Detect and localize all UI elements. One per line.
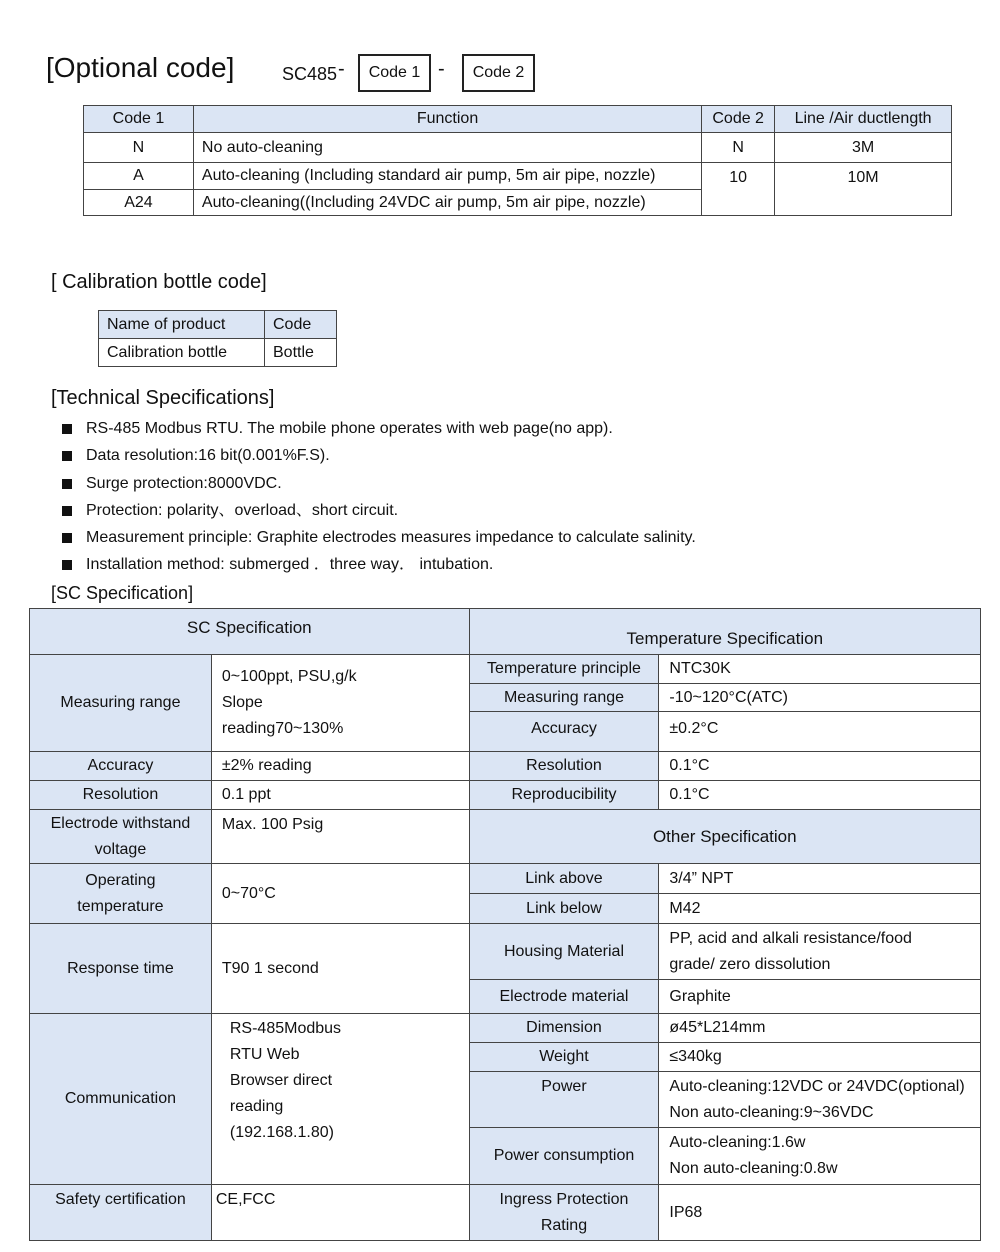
header-product: Name of product: [99, 311, 265, 339]
dimension-label: Dimension: [469, 1014, 659, 1043]
safety-label: Safety certification: [30, 1185, 212, 1241]
list-item-text: Measurement principle: Graphite electrodes measures impedance to calculate salinity.: [86, 529, 696, 547]
table-row: [30, 1014, 981, 1043]
power-value: Auto-cleaning:12VDC or 24VDC(optional) Non auto-cleaning:9~36VDC: [659, 1072, 981, 1128]
list-item: [50, 442, 950, 469]
table-row: [84, 163, 952, 190]
header-function: Function: [193, 106, 701, 133]
temp-resolution-value: 0.1°C: [659, 752, 981, 781]
bullet-square-icon: [62, 424, 72, 434]
ip-label: Ingress Protection Rating: [469, 1185, 659, 1241]
link-below-label: Link below: [469, 894, 659, 924]
optional-code-heading: [Optional code]: [46, 52, 235, 83]
temperature-title: Temperature Specification: [469, 609, 980, 655]
response-value: T90 1 second: [211, 924, 469, 1014]
temp-accuracy-label: Accuracy: [469, 712, 659, 752]
sc-resolution-value: 0.1 ppt: [211, 781, 469, 810]
cell-function: No auto-cleaning: [193, 133, 701, 163]
power-label: Power: [469, 1072, 659, 1128]
temp-principle-label: Temperature principle: [469, 655, 659, 684]
consumption-value: Auto-cleaning:1.6w Non auto-cleaning:0.8w: [659, 1128, 981, 1185]
sc-accuracy-value: ±2% reading: [211, 752, 469, 781]
table-row: [30, 810, 981, 864]
table-header-row: [84, 106, 952, 133]
consumption-label: Power consumption: [469, 1128, 659, 1185]
header-code1: Code 1: [84, 106, 194, 133]
table-row: [84, 133, 952, 163]
list-item-text: Installation method: submerged ．three way． intubation.: [86, 556, 494, 574]
temp-range-value: -10~120°C(ATC): [659, 684, 981, 712]
withstand-label: Electrode withstand voltage: [30, 810, 212, 864]
cell-length: 10M: [775, 163, 952, 216]
temp-principle-value: NTC30K: [659, 655, 981, 684]
technical-list: [50, 415, 950, 579]
temp-range-label: Measuring range: [469, 684, 659, 712]
list-item: [50, 497, 950, 524]
communication-label: Communication: [30, 1014, 212, 1185]
list-item: [50, 415, 950, 442]
cell-function: Auto-cleaning((Including 24VDC air pump, 5m air pipe, nozzle): [193, 190, 701, 216]
header-code2: Code 2: [702, 106, 775, 133]
sc-resolution-label: Resolution: [30, 781, 212, 810]
list-item: [50, 524, 950, 551]
electrode-label: Electrode material: [469, 980, 659, 1014]
link-above-value: 3/4” NPT: [659, 864, 981, 894]
temp-accuracy-value: ±0.2°C: [659, 712, 981, 752]
table-row: [99, 339, 337, 367]
cell-code2: N: [702, 133, 775, 163]
list-item-text: Data resolution:16 bit(0.001%F.S).: [86, 447, 330, 465]
list-item: [50, 470, 950, 497]
table-row: [30, 781, 981, 810]
communication-value: RS-485Modbus RTU Web Browser direct reading (192.168.1.80): [211, 1014, 469, 1185]
cell-product: Calibration bottle: [99, 339, 265, 367]
link-below-value: M42: [659, 894, 981, 924]
ip-value: IP68: [659, 1185, 981, 1241]
bullet-square-icon: [62, 533, 72, 543]
table-header-row: [99, 311, 337, 339]
op-temp-label: Operating temperature: [30, 864, 212, 924]
housing-label: Housing Material: [469, 924, 659, 980]
table-row: [30, 864, 981, 894]
reproducibility-label: Reproducibility: [469, 781, 659, 810]
housing-value: PP, acid and alkali resistance/food grade/ zero dissolution: [659, 924, 981, 980]
weight-label: Weight: [469, 1043, 659, 1072]
bullet-square-icon: [62, 479, 72, 489]
withstand-value: Max. 100 Psig: [211, 810, 469, 864]
dash-1: -: [338, 58, 345, 80]
reproducibility-value: 0.1°C: [659, 781, 981, 810]
bullet-square-icon: [62, 451, 72, 461]
code1-box: Code 1: [358, 54, 431, 92]
header-code: Code: [265, 311, 337, 339]
list-item: [50, 551, 950, 578]
sc-accuracy-label: Accuracy: [30, 752, 212, 781]
optional-code-table: [83, 105, 952, 216]
cell-function: Auto-cleaning (Including standard air pump, 5m air pipe, nozzle): [193, 163, 701, 190]
sc-title: SC Specification: [30, 609, 470, 655]
table-row: [30, 1185, 981, 1241]
cell-code1: A24: [84, 190, 194, 216]
list-item-text: RS-485 Modbus RTU. The mobile phone operates with web page(no app).: [86, 420, 613, 437]
cell-code1: N: [84, 133, 194, 163]
calibration-table: [98, 310, 337, 367]
model-label: SC485: [282, 64, 338, 84]
calibration-heading: [ Calibration bottle code]: [51, 271, 267, 293]
header-length: Line /Air ductlength: [775, 106, 952, 133]
table-row: [30, 924, 981, 980]
electrode-value: Graphite: [659, 980, 981, 1014]
measuring-range-value: 0~100ppt, PSU,g/k Slope reading70~130%: [211, 655, 469, 752]
table-row: [30, 752, 981, 781]
list-item-text: Surge protection:8000VDC.: [86, 474, 282, 492]
list-item-text: Protection: polarity、overload、short circuit.: [86, 501, 399, 519]
weight-value: ≤340kg: [659, 1043, 981, 1072]
other-spec-title: Other Specification: [469, 810, 980, 864]
spec-title-row: [30, 609, 981, 646]
cell-code1: A: [84, 163, 194, 190]
bullet-square-icon: [62, 560, 72, 570]
technical-heading: [Technical Specifications]: [51, 387, 275, 409]
table-row: [30, 655, 981, 684]
op-temp-value: 0~70°C: [211, 864, 469, 924]
bullet-square-icon: [62, 506, 72, 516]
sc-spec-table: [29, 608, 981, 1241]
temp-resolution-label: Resolution: [469, 752, 659, 781]
cell-length: 3M: [775, 133, 952, 163]
sc-spec-heading: [SC Specification]: [51, 583, 194, 603]
measuring-range-label: Measuring range: [30, 655, 212, 752]
link-above-label: Link above: [469, 864, 659, 894]
cell-code: Bottle: [265, 339, 337, 367]
code2-box: Code 2: [462, 54, 535, 92]
response-label: Response time: [30, 924, 212, 1014]
dash-2: -: [438, 58, 445, 80]
dimension-value: ø45*L214mm: [659, 1014, 981, 1043]
safety-value: CE,FCC: [211, 1185, 469, 1241]
cell-code2: 10: [702, 163, 775, 216]
